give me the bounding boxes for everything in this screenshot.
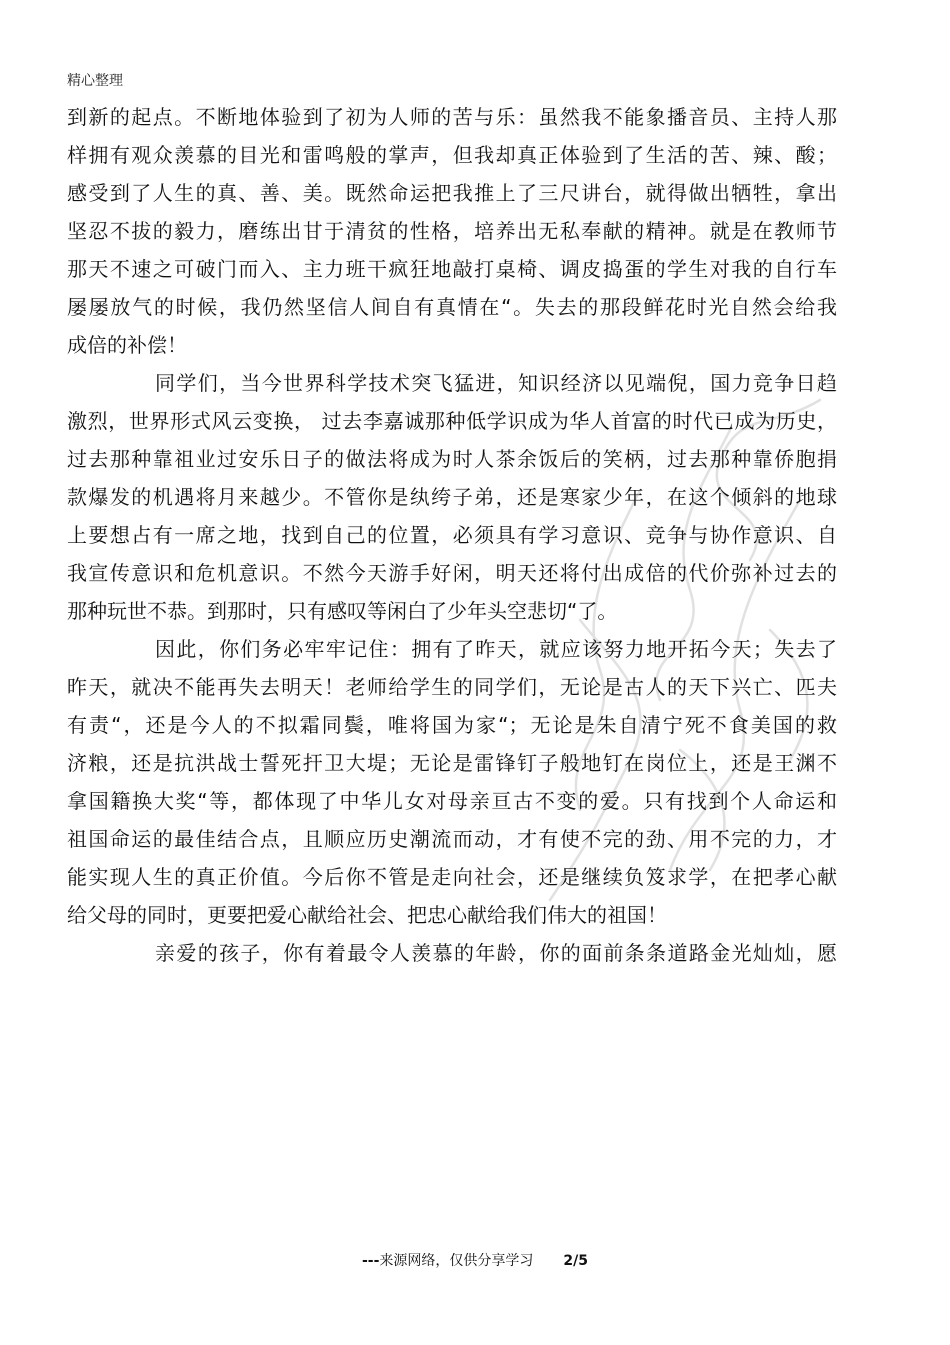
text-line: 成倍的补偿！	[67, 333, 187, 357]
text-line: 亲爱的孩子，你有着最令人羡慕的年龄，你的面前条条道路金光灿灿，愿	[155, 941, 837, 965]
paragraph-3	[67, 630, 837, 934]
text-line: 感受到了人生的真、善、美。既然命运把我推上了三尺讲台，就得做出牺牲，拿出	[67, 181, 837, 205]
paragraph-4	[67, 934, 837, 972]
text-line: 因此，你们务必牢牢记住：拥有了昨天，就应该努力地开拓今天；失去了	[155, 637, 837, 661]
document-body	[67, 98, 837, 972]
text-line: 拿国籍换大奖“等，都体现了中华儿女对母亲亘古不变的爱。只有找到个人命运和	[67, 789, 837, 813]
text-line: 屡屡放气的时候，我仍然坚信人间自有真情在“。失去的那段鲜花时光自然会给我	[67, 295, 837, 319]
text-line: 款爆发的机遇将月来越少。不管你是纨绔子弟，还是寒家少年，在这个倾斜的地球	[67, 485, 837, 509]
footer-source: 来源网络，仅供分享学习	[379, 1253, 534, 1269]
text-line: 能实现人生的真正价值。今后你不管是走向社会，还是继续负笈求学，在把孝心献	[67, 865, 837, 889]
text-line: 昨天，就决不能再失去明天！老师给学生的同学们，无论是古人的天下兴亡、匹夫	[67, 675, 837, 699]
paragraph-2	[67, 364, 837, 630]
text-line: 上要想占有一席之地，找到自己的位置，必须具有学习意识、竞争与协作意识、自	[67, 523, 837, 547]
text-line: 到新的起点。不断地体验到了初为人师的苦与乐：虽然我不能象播音员、主持人那	[67, 105, 837, 129]
page-footer	[0, 1250, 950, 1270]
text-line: 我宣传意识和危机意识。不然今天游手好闲，明天还将付出成倍的代价弥补过去的	[67, 561, 837, 585]
text-line: 有责“，还是今人的不拟霜同鬓，唯将国为家“；无论是朱自清宁死不食美国的救	[67, 713, 837, 737]
page-header: 精心整理	[67, 73, 123, 89]
text-line: 同学们，当今世界科学技术突飞猛进，知识经济以见端倪，国力竞争日趋	[155, 371, 837, 395]
footer-dash: ---	[361, 1253, 380, 1269]
text-line: 祖国命运的最佳结合点，且顺应历史潮流而动，才有使不完的劲、用不完的力，才	[67, 827, 837, 851]
text-line: 那种玩世不恭。到那时，只有感叹等闲白了少年头空悲切“了。	[67, 599, 618, 623]
text-line: 坚忍不拔的毅力，磨练出甘于清贫的性格，培养出无私奉献的精神。就是在教师节	[67, 219, 837, 243]
page-number: 2/5	[563, 1253, 589, 1269]
text-line: 给父母的同时，更要把爱心献给社会、把忠心献给我们伟大的祖国！	[67, 903, 667, 927]
paragraph-1	[67, 98, 837, 364]
text-line: 样拥有观众羡慕的目光和雷鸣般的掌声，但我却真正体验到了生活的苦、辣、酸；	[67, 143, 837, 167]
text-line: 那天不速之可破门而入、主力班干疯狂地敲打桌椅、调皮捣蛋的学生对我的自行车	[67, 257, 837, 281]
text-line: 过去那种靠祖业过安乐日子的做法将成为时人茶余饭后的笑柄，过去那种靠侨胞捐	[67, 447, 837, 471]
text-line: 济粮，还是抗洪战士誓死扞卫大堤；无论是雷锋钉子般地钉在岗位上，还是王渊不	[67, 751, 837, 775]
text-line: 激烈，世界形式风云变换， 过去李嘉诚那种低学识成为华人首富的时代已成为历史，	[67, 409, 837, 433]
